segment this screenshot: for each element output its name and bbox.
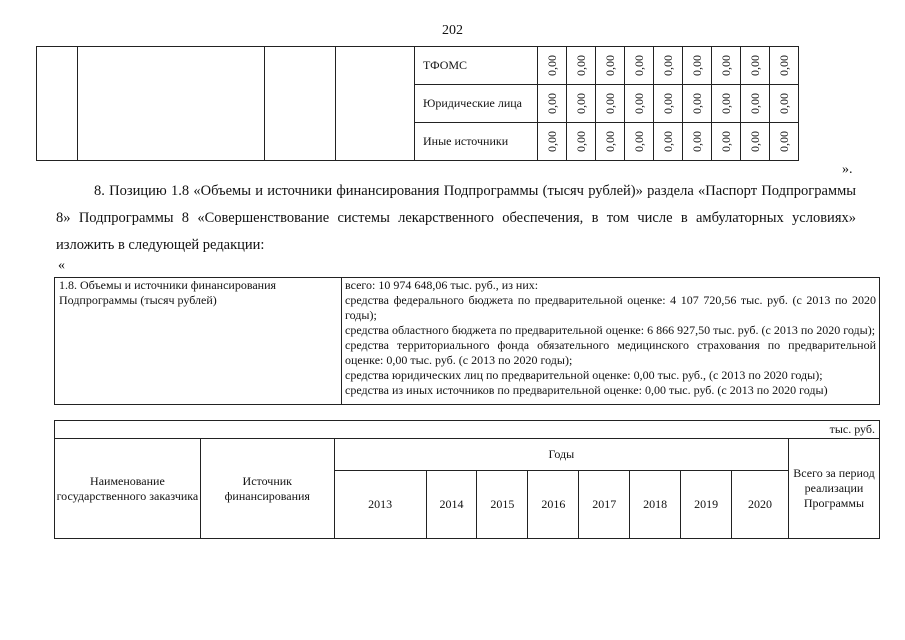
value-text: 0,00 bbox=[631, 55, 646, 76]
value-cell bbox=[712, 47, 741, 85]
empty-cell bbox=[265, 47, 336, 161]
value-text: 0,00 bbox=[718, 131, 733, 152]
source-name: Иные источники bbox=[415, 123, 538, 161]
value-cell bbox=[741, 47, 770, 85]
page-number: 202 bbox=[442, 23, 463, 38]
value-text: 0,00 bbox=[689, 93, 704, 114]
passport-line-tfoms: средства территориального фонда обязательного медицинского страхования по предварительной оценке: 0,00 тыс. руб. (с 2013 по 2020 годы); bbox=[345, 338, 876, 367]
value-text: 0,00 bbox=[747, 131, 762, 152]
value-cell bbox=[625, 123, 654, 161]
year-2013: 2013 bbox=[334, 471, 426, 539]
value-text: 0,00 bbox=[631, 93, 646, 114]
value-cell bbox=[741, 123, 770, 161]
value-text: 0,00 bbox=[776, 55, 791, 76]
passport-line-federal: средства федерального бюджета по предварительной оценке: 4 107 720,56 тыс. руб. (с 2013 по 2020 годы); bbox=[345, 293, 876, 322]
value-text: 0,00 bbox=[602, 131, 617, 152]
passport-content bbox=[342, 278, 879, 404]
value-text: 0,00 bbox=[544, 131, 559, 152]
header-customer: Наименование государственного заказчика bbox=[55, 439, 201, 539]
year-2018: 2018 bbox=[630, 471, 681, 539]
value-text: 0,00 bbox=[718, 55, 733, 76]
year-2016: 2016 bbox=[528, 471, 579, 539]
units-label: тыс. руб. bbox=[55, 421, 880, 439]
value-cell bbox=[683, 123, 712, 161]
value-cell bbox=[625, 47, 654, 85]
value-text: 0,00 bbox=[544, 93, 559, 114]
value-cell bbox=[683, 85, 712, 123]
value-text: 0,00 bbox=[602, 55, 617, 76]
value-text: 0,00 bbox=[660, 131, 675, 152]
value-cell bbox=[683, 47, 712, 85]
funding-header-table bbox=[54, 420, 880, 539]
financing-row bbox=[37, 47, 799, 85]
passport-position-1-8 bbox=[54, 277, 880, 405]
value-cell bbox=[567, 85, 596, 123]
empty-cell bbox=[78, 47, 265, 161]
year-2019: 2019 bbox=[681, 471, 732, 539]
value-text: 0,00 bbox=[689, 131, 704, 152]
value-cell bbox=[770, 123, 799, 161]
value-text: 0,00 bbox=[602, 93, 617, 114]
value-cell bbox=[538, 85, 567, 123]
passport-line-legal: средства юридических лиц по предварительной оценке: 0,00 тыс. руб., (с 2013 по 2020 годы); bbox=[345, 368, 823, 382]
year-2015: 2015 bbox=[477, 471, 528, 539]
passport-line-other: средства из иных источников по предварительной оценке: 0,00 тыс. руб. (с 2013 по 2020 годы) bbox=[345, 383, 828, 397]
passport-line-total: всего: 10 974 648,06 тыс. руб., из них: bbox=[345, 278, 539, 292]
value-cell bbox=[596, 47, 625, 85]
value-cell bbox=[596, 85, 625, 123]
year-2014: 2014 bbox=[426, 471, 477, 539]
passport-line-regional: средства областного бюджета по предварительной оценке: 6 866 927,50 тыс. руб. (с 2013 по 2020 годы); bbox=[345, 323, 876, 337]
header-total: Всего за период реализации Программы bbox=[788, 439, 879, 539]
value-text: 0,00 bbox=[776, 131, 791, 152]
value-cell bbox=[596, 123, 625, 161]
opening-quote: « bbox=[58, 258, 65, 273]
value-text: 0,00 bbox=[689, 55, 704, 76]
value-cell bbox=[741, 85, 770, 123]
value-text: 0,00 bbox=[573, 55, 588, 76]
source-name: ТФОМС bbox=[415, 47, 538, 85]
header-years: Годы bbox=[334, 439, 788, 471]
value-cell bbox=[538, 123, 567, 161]
value-cell bbox=[567, 123, 596, 161]
value-cell bbox=[567, 47, 596, 85]
value-text: 0,00 bbox=[747, 55, 762, 76]
amendment-text: 8. Позицию 1.8 «Объемы и источники финансирования Подпрограммы (тысяч рублей)» раздела «Паспорт Подпрограммы 8» Подпрограммы 8 «Совершенствование системы лекарственного обеспечения, в том числе в амбулаторных условиях» изложить в следующей редакции: bbox=[56, 183, 856, 253]
value-text: 0,00 bbox=[573, 131, 588, 152]
closing-quote: ». bbox=[842, 162, 853, 177]
value-text: 0,00 bbox=[776, 93, 791, 114]
year-2020: 2020 bbox=[732, 471, 789, 539]
value-text: 0,00 bbox=[544, 55, 559, 76]
value-text: 0,00 bbox=[660, 55, 675, 76]
value-text: 0,00 bbox=[747, 93, 762, 114]
value-text: 0,00 bbox=[573, 93, 588, 114]
value-text: 0,00 bbox=[718, 93, 733, 114]
value-cell bbox=[625, 85, 654, 123]
value-cell bbox=[770, 47, 799, 85]
header-source: Источник финансирования bbox=[200, 439, 334, 539]
value-cell bbox=[770, 85, 799, 123]
value-cell bbox=[654, 85, 683, 123]
value-cell bbox=[712, 85, 741, 123]
amendment-paragraph bbox=[56, 178, 856, 259]
passport-label: 1.8. Объемы и источники финансирования Подпрограммы (тысяч рублей) bbox=[55, 278, 342, 404]
value-cell bbox=[538, 47, 567, 85]
financing-continuation-table bbox=[36, 46, 799, 161]
source-name: Юридические лица bbox=[415, 85, 538, 123]
empty-cell bbox=[37, 47, 78, 161]
value-text: 0,00 bbox=[631, 131, 646, 152]
year-2017: 2017 bbox=[579, 471, 630, 539]
value-cell bbox=[654, 123, 683, 161]
value-text: 0,00 bbox=[660, 93, 675, 114]
empty-cell bbox=[336, 47, 415, 161]
value-cell bbox=[654, 47, 683, 85]
value-cell bbox=[712, 123, 741, 161]
